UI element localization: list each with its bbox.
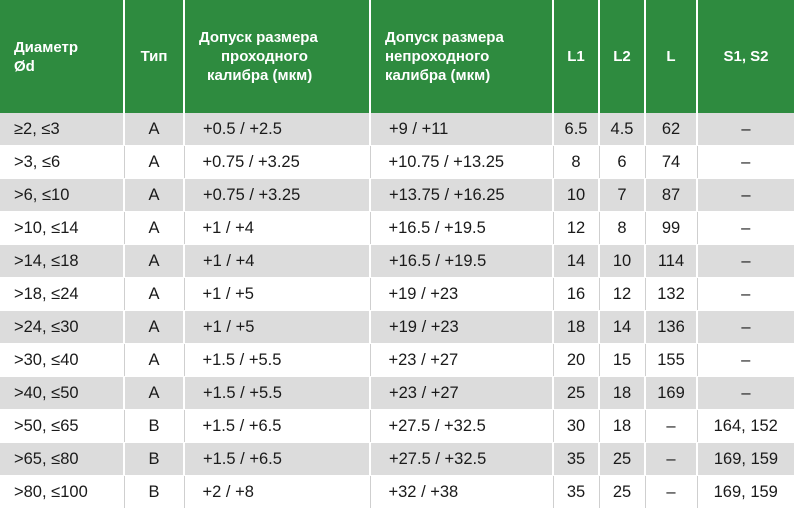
cell-nogo-tolerance: +23 / +27 [370, 377, 553, 410]
cell-nogo-tolerance: +19 / +23 [370, 311, 553, 344]
cell-l2: 4.5 [599, 113, 645, 146]
cell-l2: 6 [599, 146, 645, 179]
table-row [0, 113, 794, 146]
cell-l1: 12 [553, 212, 599, 245]
cell-s1-s2: – [697, 344, 794, 377]
cell-type: A [124, 113, 184, 146]
cell-type: A [124, 311, 184, 344]
cell-go-tolerance: +1.5 / +6.5 [184, 443, 370, 476]
table-row [0, 443, 794, 476]
table-row [0, 278, 794, 311]
cell-nogo-tolerance: +27.5 / +32.5 [370, 410, 553, 443]
cell-l: 74 [645, 146, 697, 179]
cell-l: – [645, 410, 697, 443]
header-l2-label: L2 [613, 48, 631, 65]
table-row [0, 179, 794, 212]
cell-s1-s2: – [697, 245, 794, 278]
header-l-label: L [666, 48, 676, 65]
cell-s1-s2: 164, 152 [697, 410, 794, 443]
header-go-tolerance-line-1: Допуск размера [199, 29, 318, 46]
cell-s1-s2: – [697, 278, 794, 311]
cell-nogo-tolerance: +16.5 / +19.5 [370, 245, 553, 278]
table-row [0, 377, 794, 410]
cell-go-tolerance: +0.75 / +3.25 [184, 146, 370, 179]
cell-type: A [124, 212, 184, 245]
cell-nogo-tolerance: +19 / +23 [370, 278, 553, 311]
header-diameter-line-2: Ød [14, 57, 35, 75]
cell-l1: 18 [553, 311, 599, 344]
cell-l2: 18 [599, 377, 645, 410]
cell-l1: 25 [553, 377, 599, 410]
cell-l: 132 [645, 278, 697, 311]
cell-nogo-tolerance: +16.5 / +19.5 [370, 212, 553, 245]
cell-l: 99 [645, 212, 697, 245]
cell-type: A [124, 344, 184, 377]
cell-l1: 8 [553, 146, 599, 179]
cell-diameter: >6, ≤10 [0, 179, 124, 212]
header-diameter-line-1: Диаметр [14, 38, 78, 56]
table-body [0, 113, 794, 509]
cell-s1-s2: – [697, 113, 794, 146]
cell-go-tolerance: +1 / +5 [184, 278, 370, 311]
cell-l1: 20 [553, 344, 599, 377]
cell-diameter: >3, ≤6 [0, 146, 124, 179]
header-go-tolerance-line-2: проходного [221, 48, 308, 65]
cell-nogo-tolerance: +13.75 / +16.25 [370, 179, 553, 212]
cell-l1: 16 [553, 278, 599, 311]
table-row [0, 146, 794, 179]
table-row [0, 311, 794, 344]
cell-l1: 10 [553, 179, 599, 212]
cell-l2: 12 [599, 278, 645, 311]
cell-go-tolerance: +0.75 / +3.25 [184, 179, 370, 212]
cell-s1-s2: 169, 159 [697, 443, 794, 476]
header-l1 [553, 0, 599, 113]
cell-l2: 25 [599, 443, 645, 476]
header-nogo-tolerance-line-3: калибра (мкм) [385, 67, 491, 84]
cell-nogo-tolerance: +32 / +38 [370, 476, 553, 509]
cell-l2: 10 [599, 245, 645, 278]
cell-go-tolerance: +0.5 / +2.5 [184, 113, 370, 146]
cell-diameter: >24, ≤30 [0, 311, 124, 344]
cell-l2: 8 [599, 212, 645, 245]
header-s1-s2 [697, 0, 794, 113]
cell-diameter: >40, ≤50 [0, 377, 124, 410]
cell-l1: 6.5 [553, 113, 599, 146]
cell-diameter: >30, ≤40 [0, 344, 124, 377]
cell-l: 136 [645, 311, 697, 344]
cell-s1-s2: – [697, 311, 794, 344]
cell-go-tolerance: +1 / +4 [184, 212, 370, 245]
cell-diameter: >50, ≤65 [0, 410, 124, 443]
cell-l: 169 [645, 377, 697, 410]
header-l2 [599, 0, 645, 113]
cell-go-tolerance: +1 / +4 [184, 245, 370, 278]
header-type-label: Тип [140, 48, 168, 65]
cell-s1-s2: – [697, 212, 794, 245]
header-nogo-tolerance-line-1: Допуск размера [385, 29, 504, 46]
cell-l2: 15 [599, 344, 645, 377]
cell-l: 155 [645, 344, 697, 377]
header-diameter [0, 0, 124, 113]
table-header [0, 0, 794, 113]
cell-l: – [645, 443, 697, 476]
table-row [0, 212, 794, 245]
cell-s1-s2: – [697, 179, 794, 212]
cell-go-tolerance: +1.5 / +5.5 [184, 377, 370, 410]
cell-type: B [124, 410, 184, 443]
cell-l2: 7 [599, 179, 645, 212]
cell-s1-s2: – [697, 377, 794, 410]
cell-diameter: >65, ≤80 [0, 443, 124, 476]
cell-l1: 30 [553, 410, 599, 443]
table-row [0, 245, 794, 278]
cell-l2: 14 [599, 311, 645, 344]
cell-diameter: >18, ≤24 [0, 278, 124, 311]
table-row [0, 410, 794, 443]
cell-nogo-tolerance: +10.75 / +13.25 [370, 146, 553, 179]
cell-l1: 35 [553, 476, 599, 509]
cell-l2: 18 [599, 410, 645, 443]
cell-type: A [124, 245, 184, 278]
cell-type: A [124, 278, 184, 311]
cell-nogo-tolerance: +23 / +27 [370, 344, 553, 377]
cell-diameter: >10, ≤14 [0, 212, 124, 245]
header-nogo-tolerance-line-2: непроходного [385, 48, 490, 65]
header-nogo-tolerance [370, 0, 553, 113]
header-l1-label: L1 [567, 48, 585, 65]
cell-type: A [124, 146, 184, 179]
cell-l: 62 [645, 113, 697, 146]
cell-s1-s2: 169, 159 [697, 476, 794, 509]
cell-nogo-tolerance: +27.5 / +32.5 [370, 443, 553, 476]
cell-go-tolerance: +1.5 / +5.5 [184, 344, 370, 377]
header-go-tolerance [184, 0, 370, 113]
header-s1-s2-label: S1, S2 [723, 48, 769, 65]
cell-l1: 35 [553, 443, 599, 476]
header-type [124, 0, 184, 113]
cell-go-tolerance: +1 / +5 [184, 311, 370, 344]
cell-go-tolerance: +2 / +8 [184, 476, 370, 509]
cell-type: A [124, 179, 184, 212]
cell-l2: 25 [599, 476, 645, 509]
cell-type: B [124, 476, 184, 509]
cell-type: B [124, 443, 184, 476]
cell-s1-s2: – [697, 146, 794, 179]
cell-diameter: ≥2, ≤3 [0, 113, 124, 146]
header-l [645, 0, 697, 113]
cell-diameter: >80, ≤100 [0, 476, 124, 509]
cell-l: 114 [645, 245, 697, 278]
cell-nogo-tolerance: +9 / +11 [370, 113, 553, 146]
cell-l1: 14 [553, 245, 599, 278]
header-row [0, 0, 794, 113]
table-row [0, 476, 794, 509]
cell-l: – [645, 476, 697, 509]
cell-l: 87 [645, 179, 697, 212]
table-row [0, 344, 794, 377]
cell-type: A [124, 377, 184, 410]
cell-go-tolerance: +1.5 / +6.5 [184, 410, 370, 443]
cell-diameter: >14, ≤18 [0, 245, 124, 278]
header-go-tolerance-line-3: калибра (мкм) [207, 67, 313, 84]
